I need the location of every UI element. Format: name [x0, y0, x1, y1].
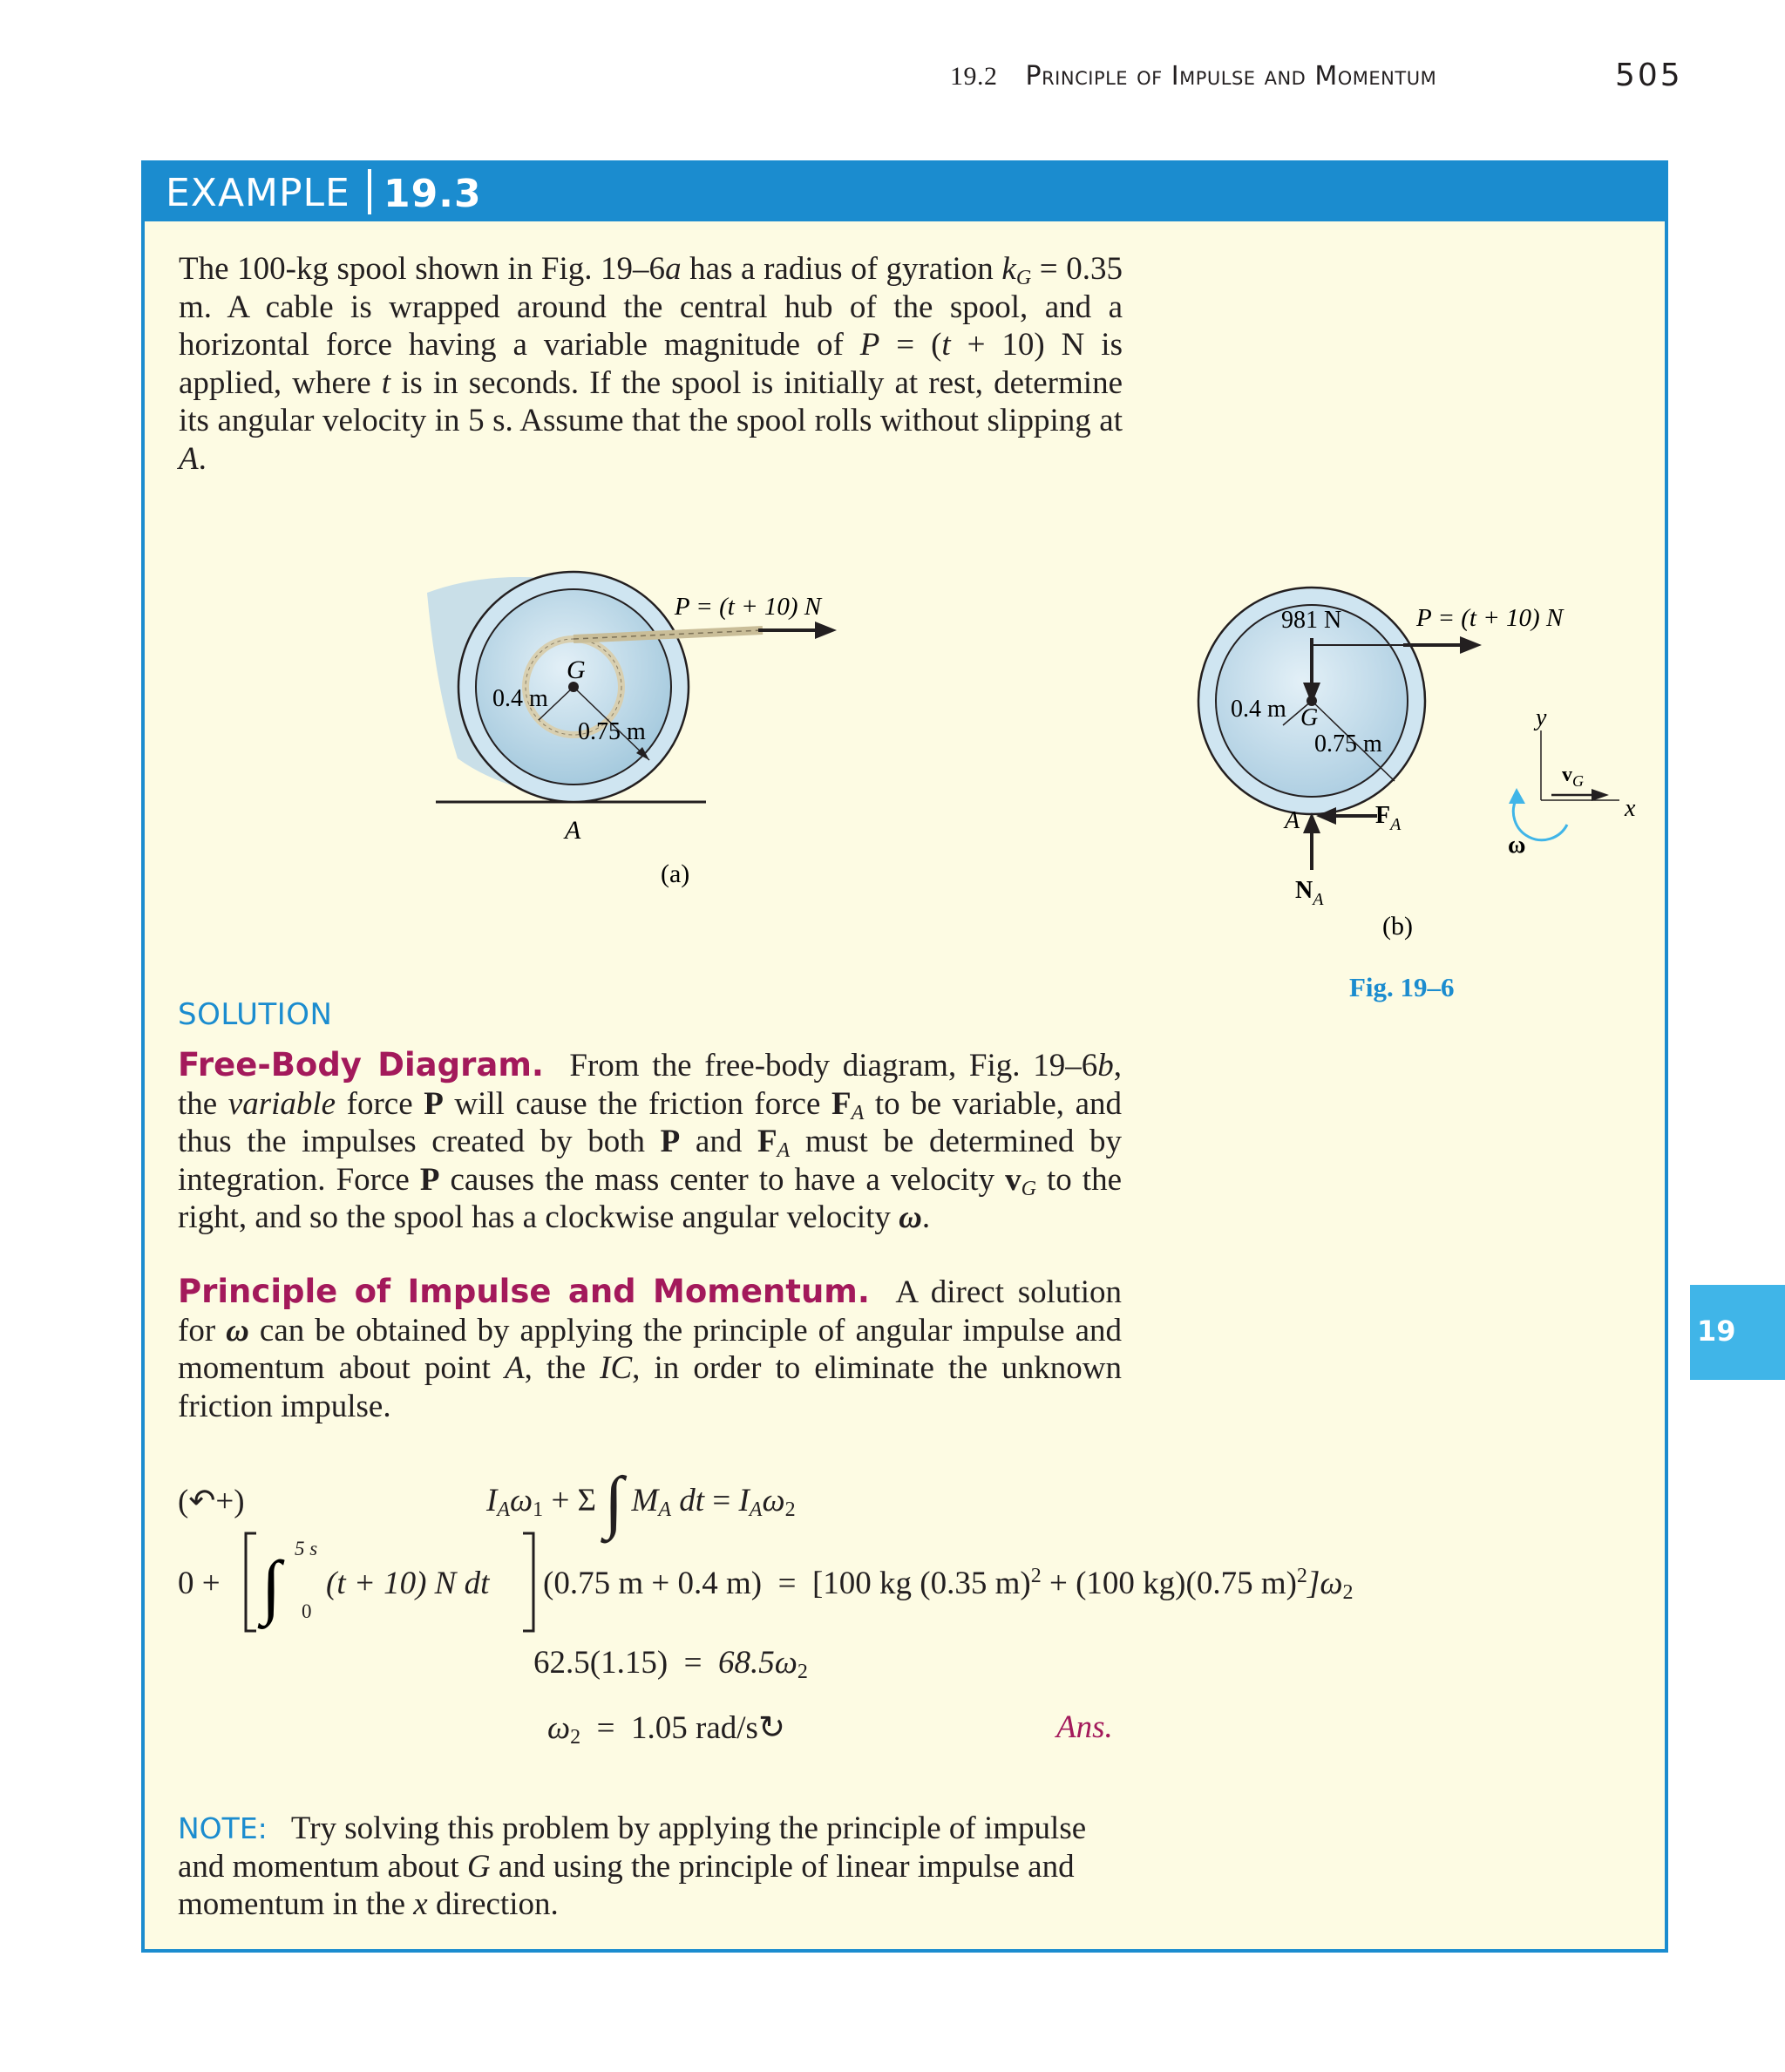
A-label-a: A	[565, 816, 581, 845]
pim-paragraph: Principle of Impulse and Momentum. A direct solution for ω can be obtained by applying the principle of angular impulse and momentum about point A, the IC, in order to eliminate the unknown friction impulse.	[178, 1273, 1122, 1424]
note-label: NOTE:	[178, 1811, 268, 1845]
figure-b	[1185, 575, 1673, 941]
chapter-tab	[1690, 1285, 1785, 1380]
example-label: EXAMPLE	[166, 171, 350, 215]
caption-a: (a)	[661, 859, 690, 888]
equation-4: $\omega_2 = 1.05$ rad/s↻	[547, 1710, 785, 1749]
caption-b: (b)	[1382, 912, 1413, 941]
weight-label: 981 N	[1281, 607, 1342, 634]
note-paragraph: NOTE: Try solving this problem by applying the principle of impulse and momentum about G and using the principle of linear impulse and momentum in the x direction.	[178, 1810, 1087, 1922]
integral-sign: ∫	[604, 1464, 624, 1540]
equation-3: $62.5(1.15) = 68.5\omega_2$	[533, 1645, 808, 1683]
G-label-a: G	[567, 656, 586, 684]
r-inner-label-a: 0.4 m	[492, 685, 548, 712]
force-label-a: P = (t + 10) N	[674, 593, 822, 621]
omega-label: ω	[1508, 832, 1526, 859]
figure-label: Fig. 19–6	[1349, 972, 1455, 1002]
NA-label: $N_A$	[1295, 877, 1324, 909]
section-number: 19.2	[950, 62, 998, 91]
chapter-number: 19	[1697, 1315, 1736, 1348]
r-outer-label-a: 0.75 m	[578, 718, 646, 745]
figure-a	[418, 558, 959, 889]
pim-heading: Principle of Impulse and Momentum.	[178, 1273, 870, 1310]
FA-label: $F_A$	[1375, 802, 1402, 834]
sign-convention: (↶+)	[178, 1484, 245, 1519]
clockwise-arrow-icon: ↻	[757, 1710, 785, 1746]
A-label-b: A	[1285, 807, 1300, 834]
r-outer-label-b: 0.75 m	[1314, 730, 1382, 757]
running-head	[950, 61, 1436, 92]
equation-1: $I_A\omega_1 + \Sigma$ ∫ $M_A$ dt = $I_A\omega_2$	[486, 1464, 796, 1540]
section-title: Principle of Impulse and Momentum	[1025, 61, 1437, 92]
integral-lower-limit: 0	[302, 1600, 312, 1622]
page-number: 505	[1615, 58, 1683, 93]
x-axis-label: x	[1625, 795, 1636, 822]
r-inner-label-b: 0.4 m	[1231, 696, 1286, 723]
answer-label: Ans.	[1056, 1709, 1113, 1745]
fbd-paragraph: Free-Body Diagram. From the free-body diagram, Fig. 19–6b, the variable force P will cause the friction force $F_A$ to be variable, and thus the impulses created by both P and $F_A$ must be determined by integration. Force P causes the mass center to have a velocity $v_G$ to the right, and so the spool has a clockwise angular velocity ω.	[178, 1046, 1123, 1235]
example-header	[145, 164, 1665, 221]
example-number: 19.3	[383, 172, 482, 216]
header-divider	[368, 169, 371, 214]
eq2-lead: 0 +	[178, 1566, 221, 1601]
integrand: (t + 10) N dt	[326, 1566, 490, 1601]
solution-heading: SOLUTION	[178, 997, 333, 1032]
vG-label: $v_G$	[1562, 764, 1584, 790]
y-axis-label: y	[1536, 704, 1547, 731]
force-label-b: P = (t + 10) N	[1416, 604, 1564, 632]
fbd-heading: Free-Body Diagram.	[178, 1046, 544, 1084]
problem-statement: The 100-kg spool shown in Fig. 19–6a has a radius of gyration $k_G = 0.35$ m. A cable is wrapped around the central hub of the spool, and a horizontal force having a variable magnitude of P = (t + 10) N is applied, where t is in seconds. If the spool is initially at rest, determine its angular velocity in 5 s. Assume that the spool rolls without slipping at A.	[179, 251, 1123, 477]
eq2-rest: (0.75 m + 0.4 m) = [100 kg (0.35 m)$^2$ + (100 kg)(0.75 $m)^2]\omega_2$	[543, 1564, 1354, 1604]
integral-upper-limit: 5 s	[295, 1538, 318, 1559]
integral-sign-2: ∫	[261, 1546, 282, 1626]
G-label-b: G	[1300, 704, 1319, 731]
